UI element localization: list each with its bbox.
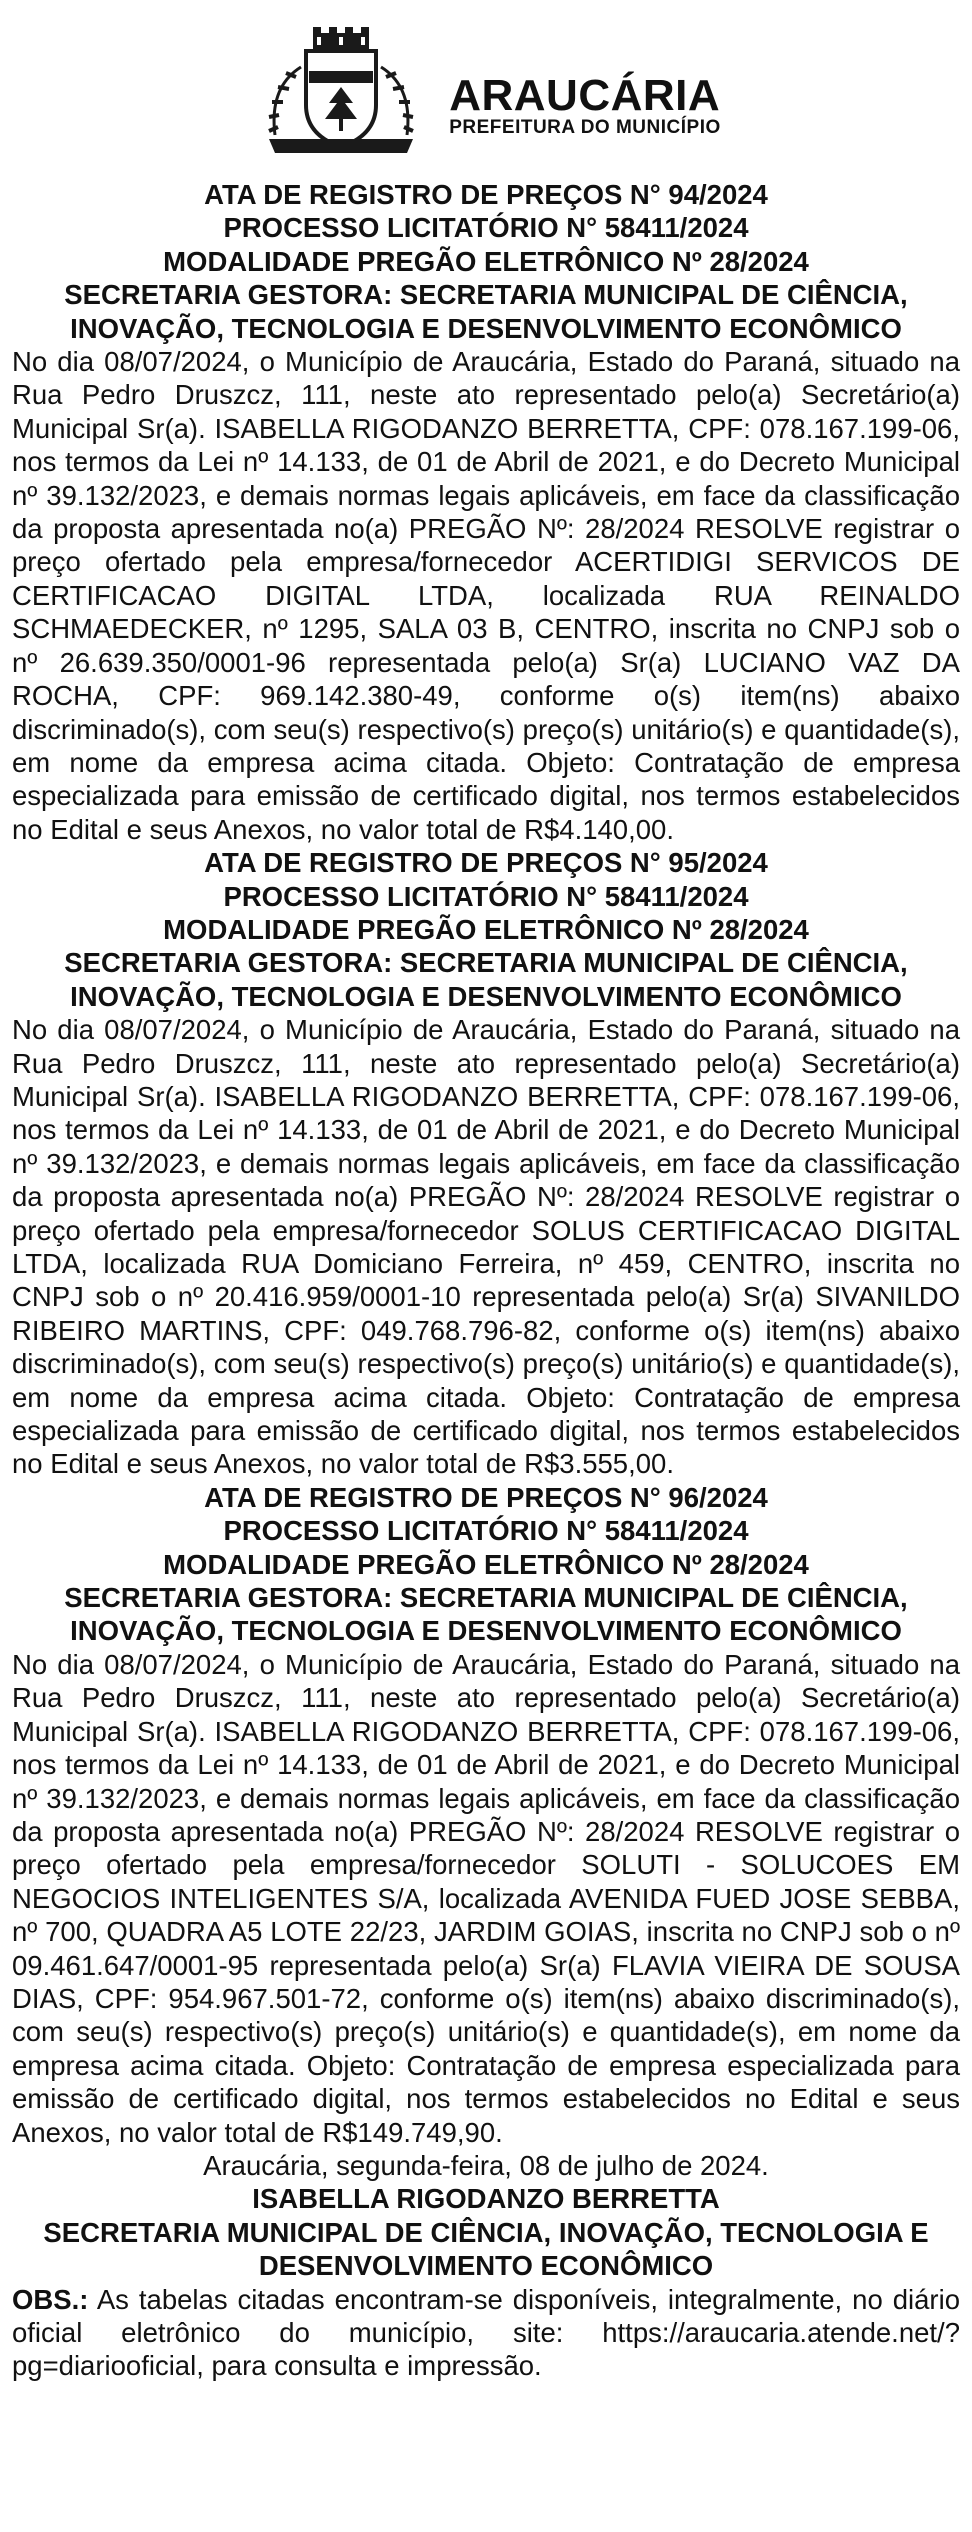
ata-body: No dia 08/07/2024, o Município de Araucária, Estado do Paraná, situado na Rua Pedro Druszcz, 111, neste ato representado pelo(a) Secretário(a) Municipal Sr(a). ISABELLA RIGODANZO BERRETTA, CPF: 078.167.199-06, nos termos da Lei nº 14.133, de 01 de Abril de 2021, e do Decreto Municipal nº 39.132/2023, e demais normas legais aplicáveis, em face da classificação da proposta apresentada no(a) PREGÃO Nº: 28/2024 RESOLVE registrar o preço ofertado pela empresa/fornecedor SOLUS CERTIFICACAO DIGITAL LTDA, localizada RUA Domiciano Ferreira, nº 459, CENTRO, inscrita no CNPJ sob o nº 20.416.959/0001-10 representada pelo(a) Sr(a) SIVANILDO RIBEIRO MARTINS, CPF: 049.768.796-82, conforme o(s) item(ns) abaixo discriminado(s), com seu(s) respectivo(s) preço(s) unitário(s) e quantidade(s), em nome da empresa acima citada. Objeto: Contratação de empresa especializada para emissão de certificado digital, nos termos estabelecidos no Edital e seus Anexos, no valor total de R$3.555,00.: [12, 1014, 960, 1480]
obs-text: As tabelas citadas encontram-se disponíveis, integralmente, no diário oficial eletrônico do município, site: https://araucaria.atende.net/?pg=diariooficial, para consulta e impressão.: [12, 2283, 960, 2382]
modalidade: MODALIDADE PREGÃO ELETRÔNICO Nº 28/2024: [163, 1548, 809, 1580]
obs-label: OBS.:: [12, 2283, 89, 2315]
brand-block: [449, 71, 721, 138]
municipal-logo: [251, 27, 721, 167]
processo-licitatorio: PROCESSO LICITATÓRIO N° 58411/2024: [223, 1515, 749, 1547]
ata-body: No dia 08/07/2024, o Município de Araucária, Estado do Paraná, situado na Rua Pedro Druszcz, 111, neste ato representado pelo(a) Secretário(a) Municipal Sr(a). ISABELLA RIGODANZO BERRETTA, CPF: 078.167.199-06, nos termos da Lei nº 14.133, de 01 de Abril de 2021, e do Decreto Municipal nº 39.132/2023, e demais normas legais aplicáveis, em face da classificação da proposta apresentada no(a) PREGÃO Nº: 28/2024 RESOLVE registrar o preço ofertado pela empresa/fornecedor ACERTIDIGI SERVICOS DE CERTIFICACAO DIGITAL LTDA, localizada RUA REINALDO SCHMAEDECKER, nº 1295, SALA 03 B, CENTRO, inscrita no CNPJ sob o nº 26.639.350/0001-96 representada pelo(a) Sr(a) LUCIANO VAZ DA ROCHA, CPF: 969.142.380-49, conforme o(s) item(ns) abaixo discriminado(s), com seu(s) respectivo(s) preço(s) unitário(s) e quantidade(s), em nome da empresa acima citada. Objeto: Contratação de empresa especializada para emissão de certificado digital, nos termos estabelecidos no Edital e seus Anexos, no valor total de R$4.140,00.: [12, 346, 960, 845]
closing-block: [12, 2149, 960, 2383]
crest-icon: [251, 27, 431, 167]
obs-note: [12, 2283, 960, 2383]
masthead: [12, 22, 960, 172]
signer-name: ISABELLA RIGODANZO BERRETTA: [252, 2183, 720, 2215]
modalidade: MODALIDADE PREGÃO ELETRÔNICO Nº 28/2024: [163, 245, 809, 277]
brand-subtitle: PREFEITURA DO MUNICÍPIO: [449, 117, 721, 138]
date-line: Araucária, segunda-feira, 08 de julho de 2024.: [203, 2149, 769, 2181]
brand-name: ARAUCÁRIA: [449, 71, 721, 120]
secretaria-gestora: SECRETARIA GESTORA: SECRETARIA MUNICIPAL DE CIÊNCIA, INOVAÇÃO, TECNOLOGIA E DESENVOLVIMENTO ECONÔMICO: [64, 1582, 908, 1647]
ata-title: ATA DE REGISTRO DE PREÇOS N° 96/2024: [204, 1481, 768, 1513]
processo-licitatorio: PROCESSO LICITATÓRIO N° 58411/2024: [223, 880, 749, 912]
ata-title: ATA DE REGISTRO DE PREÇOS N° 95/2024: [204, 847, 768, 879]
ata-body: No dia 08/07/2024, o Município de Araucária, Estado do Paraná, situado na Rua Pedro Druszcz, 111, neste ato representado pelo(a) Secretário(a) Municipal Sr(a). ISABELLA RIGODANZO BERRETTA, CPF: 078.167.199-06, nos termos da Lei nº 14.133, de 01 de Abril de 2021, e do Decreto Municipal nº 39.132/2023, e demais normas legais aplicáveis, em face da classificação da proposta apresentada no(a) PREGÃO Nº: 28/2024 RESOLVE registrar o preço ofertado pela empresa/fornecedor SOLUTI - SOLUCOES EM NEGOCIOS INTELIGENTES S/A, localizada AVENIDA FUED JOSE SEBBA, nº 700, QUADRA A5 LOTE 22/23, JARDIM GOIAS, inscrita no CNPJ sob o nº 09.461.647/0001-95 representada pelo(a) Sr(a) FLAVIA VIEIRA DE SOUSA DIAS, CPF: 954.967.501-72, conforme o(s) item(ns) abaixo discriminado(s), com seu(s) respectivo(s) preço(s) unitário(s) e quantidade(s), em nome da empresa acima citada. Objeto: Contratação de empresa especializada para emissão de certificado digital, nos termos estabelecidos no Edital e seus Anexos, no valor total de R$149.749,90.: [12, 1648, 960, 2148]
modalidade: MODALIDADE PREGÃO ELETRÔNICO Nº 28/2024: [163, 913, 809, 945]
ata-section-96: [12, 1481, 960, 2149]
ata-title: ATA DE REGISTRO DE PREÇOS N° 94/2024: [204, 179, 768, 210]
ata-section-94: [12, 178, 960, 846]
secretaria-gestora: SECRETARIA GESTORA: SECRETARIA MUNICIPAL DE CIÊNCIA, INOVAÇÃO, TECNOLOGIA E DESENVOLVIMENTO ECONÔMICO: [64, 279, 908, 344]
processo-licitatorio: PROCESSO LICITATÓRIO N° 58411/2024: [223, 212, 749, 244]
ata-section-95: [12, 846, 960, 1481]
signer-office: SECRETARIA MUNICIPAL DE CIÊNCIA, INOVAÇÃO, TECNOLOGIA E DESENVOLVIMENTO ECONÔMICO: [43, 2216, 929, 2282]
secretaria-gestora: SECRETARIA GESTORA: SECRETARIA MUNICIPAL DE CIÊNCIA, INOVAÇÃO, TECNOLOGIA E DESENVOLVIMENTO ECONÔMICO: [64, 947, 908, 1012]
